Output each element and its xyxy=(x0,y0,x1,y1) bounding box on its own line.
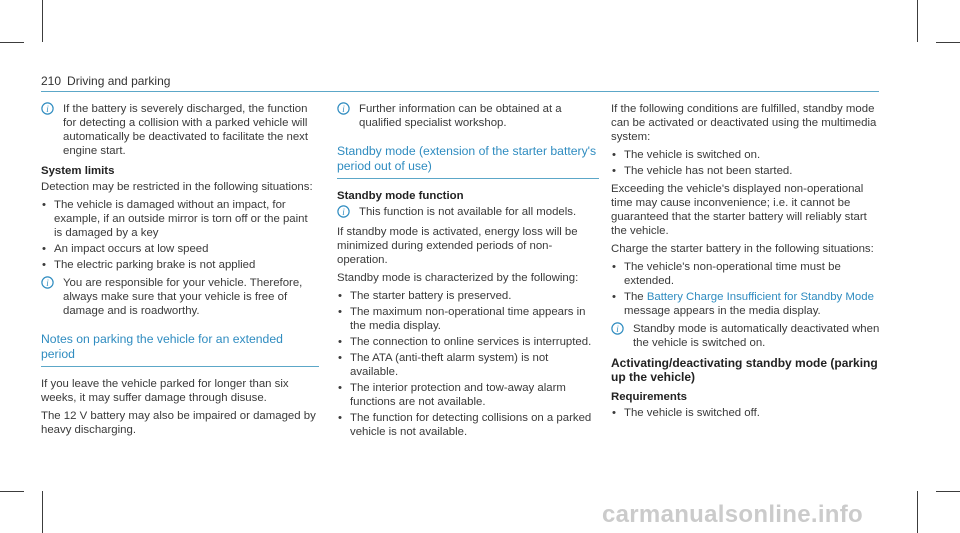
subheading: System limits xyxy=(41,165,115,177)
list-item-text: message appears in the media display. xyxy=(624,305,821,317)
note xyxy=(41,276,319,318)
crop-mark xyxy=(917,491,918,533)
note-text: This function is not available for all models. xyxy=(359,206,577,218)
note-text: Standby mode is automatically deactivated when the vehicle is switched on. xyxy=(633,323,880,349)
list-item: • The ATA (anti-theft alarm system) is not available. xyxy=(337,351,599,379)
list-item xyxy=(611,290,883,318)
list-item: • The vehicle is switched on. xyxy=(611,148,883,162)
note xyxy=(41,102,319,158)
page-header xyxy=(41,74,170,88)
paragraph: If the following conditions are fulfilled, standby mode can be activated or deactivated using the multimedia system: xyxy=(611,103,877,143)
page-number: 210 xyxy=(41,74,62,88)
bullet-list xyxy=(611,148,883,178)
bullet-list xyxy=(611,406,883,420)
requirements-heading: Requirements xyxy=(611,391,687,403)
list-item: • The maximum non-operational time appears in the media display. xyxy=(337,305,599,333)
note xyxy=(611,322,883,350)
paragraph: Exceeding the vehicle's displayed non-operational time may cause inconvenience; i.e. it cannot be guaranteed that the starter battery will reliably start the vehicle. xyxy=(611,183,867,237)
list-item: • The vehicle is switched off. xyxy=(611,406,883,420)
info-icon xyxy=(611,322,624,335)
chapter-title: Driving and parking xyxy=(67,74,171,88)
crop-mark xyxy=(917,0,918,42)
bullet-list xyxy=(337,289,599,439)
note-text: You are responsible for your vehicle. Therefore, always make sure that your vehicle is free of damage and is roadworthy. xyxy=(63,277,303,317)
bullet-list xyxy=(611,260,883,318)
note-text: Further information can be obtained at a qualified specialist workshop. xyxy=(359,103,562,129)
list-item: • The function for detecting collisions on a parked vehicle is not available. xyxy=(337,411,599,439)
crop-mark xyxy=(42,491,43,533)
crop-mark xyxy=(0,491,24,492)
subheading: Activating/deactivating standby mode (parking up the vehicle) xyxy=(611,356,878,384)
list-item: • The vehicle is damaged without an impact, for example, if an outside mirror is torn off or the paint is damaged by a key xyxy=(41,198,319,240)
note-text: If the battery is severely discharged, the function for detecting a collision with a parked vehicle will automatically be deactivated to facilitate the next engine start. xyxy=(63,103,309,157)
paragraph: If standby mode is activated, energy loss will be minimized during extended periods of non-operation. xyxy=(337,226,578,266)
list-item: • The vehicle's non-operational time must be extended. xyxy=(611,260,883,288)
header-rule xyxy=(41,91,879,92)
list-item: • The interior protection and tow-away alarm functions are not available. xyxy=(337,381,599,409)
column-left xyxy=(41,102,319,441)
info-icon xyxy=(41,102,54,115)
crop-mark xyxy=(42,0,43,42)
section-title: Notes on parking the vehicle for an extended period xyxy=(41,332,319,367)
paragraph: Standby mode is characterized by the following: xyxy=(337,272,579,284)
paragraph: Detection may be restricted in the following situations: xyxy=(41,181,313,193)
svg-text:i: i xyxy=(46,278,49,288)
bullet-list xyxy=(41,198,319,272)
svg-text:i: i xyxy=(342,207,345,217)
watermark: carmanualsonline.info xyxy=(602,501,864,528)
list-item: • The starter battery is preserved. xyxy=(337,289,599,303)
list-item-text: The xyxy=(624,291,644,303)
paragraph: The 12 V battery may also be impaired or damaged by heavy discharging. xyxy=(41,410,316,436)
svg-text:i: i xyxy=(46,104,49,114)
paragraph: If you leave the vehicle parked for longer than six weeks, it may suffer damage through disuse. xyxy=(41,378,289,404)
crop-mark xyxy=(0,42,24,43)
info-icon xyxy=(337,205,350,218)
list-item: • The connection to online services is interrupted. xyxy=(337,335,599,349)
crop-mark xyxy=(936,42,960,43)
subheading: Standby mode function xyxy=(337,190,464,202)
info-icon xyxy=(41,276,54,289)
crop-mark xyxy=(936,491,960,492)
list-item: • The vehicle has not been started. xyxy=(611,164,883,178)
note xyxy=(337,205,599,219)
svg-text:i: i xyxy=(342,104,345,114)
section-title: Standby mode (extension of the starter battery's period out of use) xyxy=(337,144,599,179)
column-right xyxy=(611,102,883,424)
info-icon xyxy=(337,102,350,115)
note xyxy=(337,102,599,130)
list-item: • The electric parking brake is not applied xyxy=(41,258,319,272)
list-item: • An impact occurs at low speed xyxy=(41,242,319,256)
column-middle xyxy=(337,102,599,443)
display-message: Battery Charge Insufficient for Standby Mode xyxy=(646,291,874,303)
svg-text:i: i xyxy=(616,324,619,334)
paragraph: Charge the starter battery in the following situations: xyxy=(611,243,874,255)
